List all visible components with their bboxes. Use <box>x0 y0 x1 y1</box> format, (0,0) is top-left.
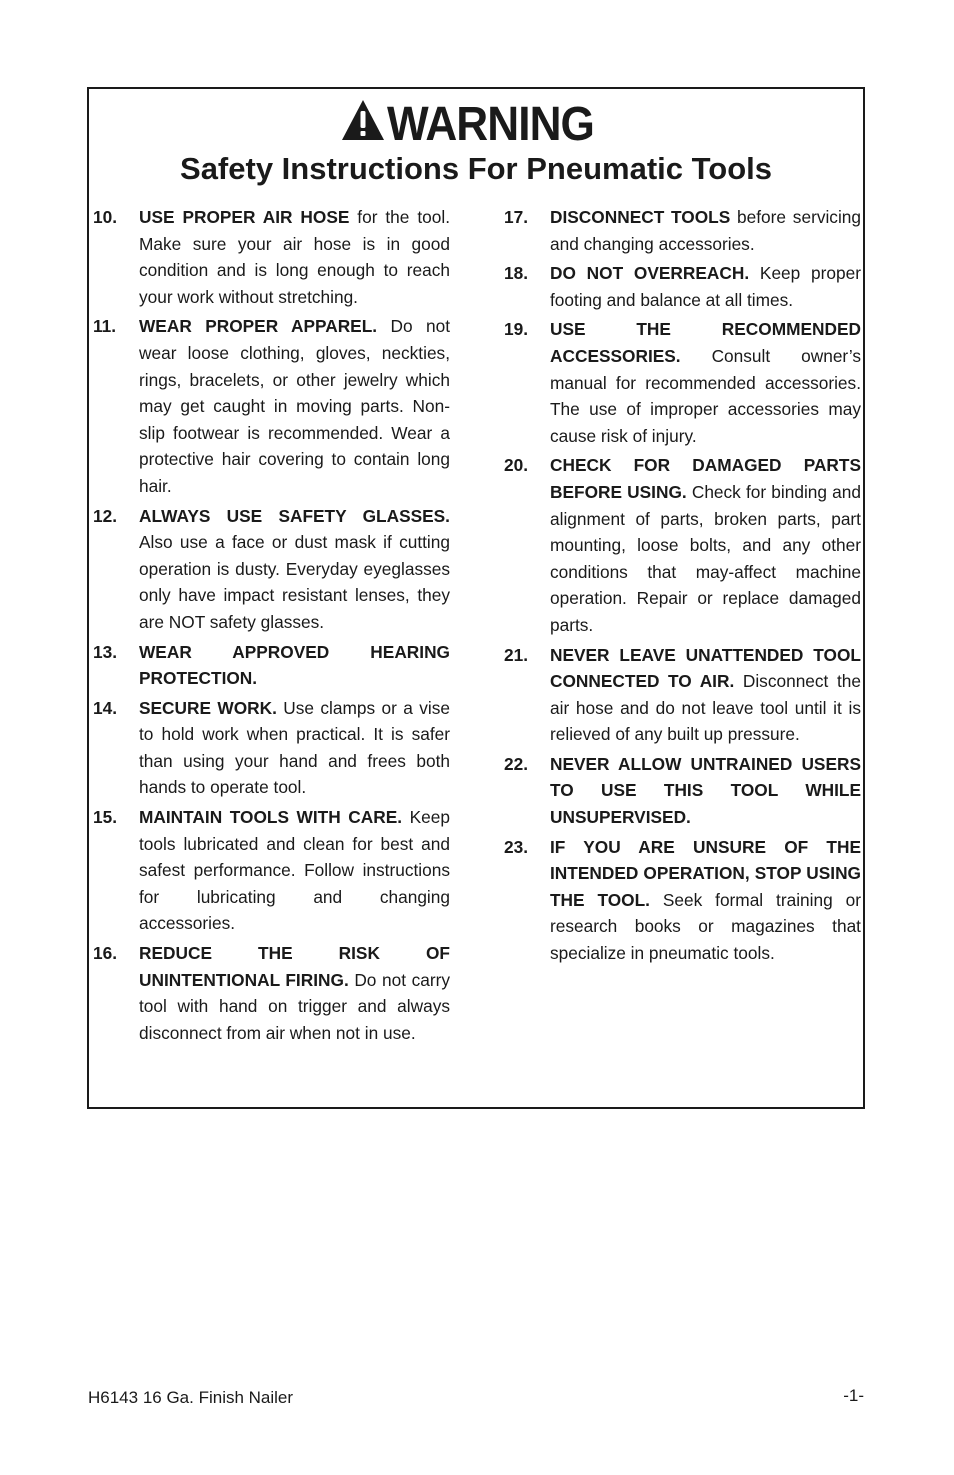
item-body <box>139 639 450 692</box>
left-column <box>93 204 450 1049</box>
item-body <box>550 204 861 257</box>
warning-word: WARNING <box>387 98 594 151</box>
page-number: -1- <box>843 1386 864 1405</box>
item-body <box>139 204 450 310</box>
item-body <box>550 751 861 831</box>
list-item <box>504 834 861 967</box>
list-item <box>93 204 450 310</box>
item-number: 20. <box>504 455 529 476</box>
section-title: Safety Instructions For Pneumatic Tools <box>180 151 772 186</box>
item-text: Keep proper footing and balance at all times. <box>550 263 861 310</box>
item-text: Disconnect the air hose and do not leave tool until it is relieved of any built up pressure. <box>550 671 861 745</box>
warning-box <box>87 87 865 1109</box>
list-item <box>93 503 450 636</box>
list-item <box>93 940 450 1046</box>
list-item <box>504 316 861 449</box>
item-lead: IF YOU ARE UNSURE OF THE INTENDED OPERATION, STOP USING THE TOOL. <box>550 836 861 910</box>
item-lead: DO NOT OVERREACH. <box>550 263 750 284</box>
item-lead: NEVER LEAVE UNATTENDED TOOL CONNECTED TO AIR. <box>550 644 861 692</box>
list-item <box>504 452 861 638</box>
item-number: 13. <box>93 641 118 662</box>
right-column <box>504 204 861 970</box>
item-lead: SECURE WORK. <box>139 697 277 718</box>
list-item <box>504 751 861 831</box>
warning-triangle-icon <box>340 98 386 142</box>
item-text: Also use a face or dust mask if cutting operation is dusty. Everyday eyeglasses only have impact resistant lenses, they are NOT safety glasses. <box>139 532 450 632</box>
item-text: for the tool. Make sure your air hose is in good condition and is long enough to reach your work without stretching. <box>139 207 450 307</box>
footer-model: H6143 16 Ga. Finish Nailer <box>88 1388 294 1407</box>
item-lead: USE PROPER AIR HOSE <box>139 207 350 227</box>
list-item <box>504 642 861 748</box>
item-body <box>139 313 450 499</box>
item-lead: DISCONNECT TOOLS <box>550 207 731 227</box>
list-item <box>93 313 450 499</box>
list-item <box>504 260 861 313</box>
item-number: 21. <box>504 644 529 665</box>
item-lead: USE THE RECOMMENDED ACCESSORIES. <box>550 319 861 366</box>
item-lead: REDUCE THE RISK OF UNINTENTIONAL FIRING. <box>139 943 450 990</box>
item-number: 15. <box>93 807 118 828</box>
item-body <box>139 804 450 937</box>
list-item <box>93 695 450 801</box>
item-lead: WEAR APPROVED HEARING PROTECTION. <box>139 641 450 689</box>
item-text: before servicing and changing accessories. <box>550 207 861 254</box>
list-item <box>93 804 450 937</box>
item-number: 17. <box>504 207 529 227</box>
item-lead: ALWAYS USE SAFETY GLASSES. <box>139 505 450 526</box>
item-body <box>139 940 450 1046</box>
item-text: Use clamps or a vise to hold work when practical. It is safer than using your hand and frees both hands to operate tool. <box>139 697 450 798</box>
item-number: 19. <box>504 319 529 340</box>
item-body <box>550 260 861 313</box>
item-lead: WEAR PROPER APPAREL. <box>139 316 378 337</box>
list-item <box>93 639 450 692</box>
item-body <box>139 503 450 636</box>
item-text: Check for binding and alignment of parts, broken parts, part mounting, loose bolts, and any other conditions that may-affect machine operation. Repair or replace damaged parts. <box>550 481 861 635</box>
item-body <box>550 642 861 748</box>
item-number: 16. <box>93 943 118 964</box>
item-number: 10. <box>93 207 118 227</box>
item-text: Do not carry tool with hand on trigger and always disconnect from air when not in use. <box>139 969 450 1043</box>
item-text: Consult owner’s manual for recommended accessories. The use of improper accessories may cause risk of injury. <box>550 345 861 446</box>
item-number: 18. <box>504 263 529 284</box>
item-text: Keep tools lubricated and clean for best and safest performance. Follow instructions for lubricating and changing accessories. <box>139 807 450 934</box>
item-number: 14. <box>93 697 118 718</box>
item-text: Do not wear loose clothing, gloves, neckties, rings, bracelets, or other jewelry which may get caught in moving parts. Non-slip footwear is recommended. Wear a protective hair covering to contain long hair. <box>139 316 450 496</box>
list-item <box>504 204 861 257</box>
item-number: 12. <box>93 505 118 526</box>
item-body <box>139 695 450 801</box>
item-body <box>550 316 861 449</box>
item-number: 23. <box>504 836 529 857</box>
item-number: 22. <box>504 753 529 774</box>
item-lead: CHECK FOR DAMAGED PARTS BEFORE USING. <box>550 455 861 502</box>
item-body <box>550 834 861 967</box>
item-text: Seek formal training or research books or magazines that specialize in pneumatic tools. <box>550 889 861 964</box>
warning-banner <box>89 97 863 152</box>
item-number: 11. <box>93 316 117 337</box>
item-lead: NEVER ALLOW UNTRAINED USERS TO USE THIS TOOL WHILE UNSUPERVISED. <box>550 753 861 828</box>
item-lead: MAINTAIN TOOLS WITH CARE. <box>139 807 403 828</box>
item-body <box>550 452 861 638</box>
